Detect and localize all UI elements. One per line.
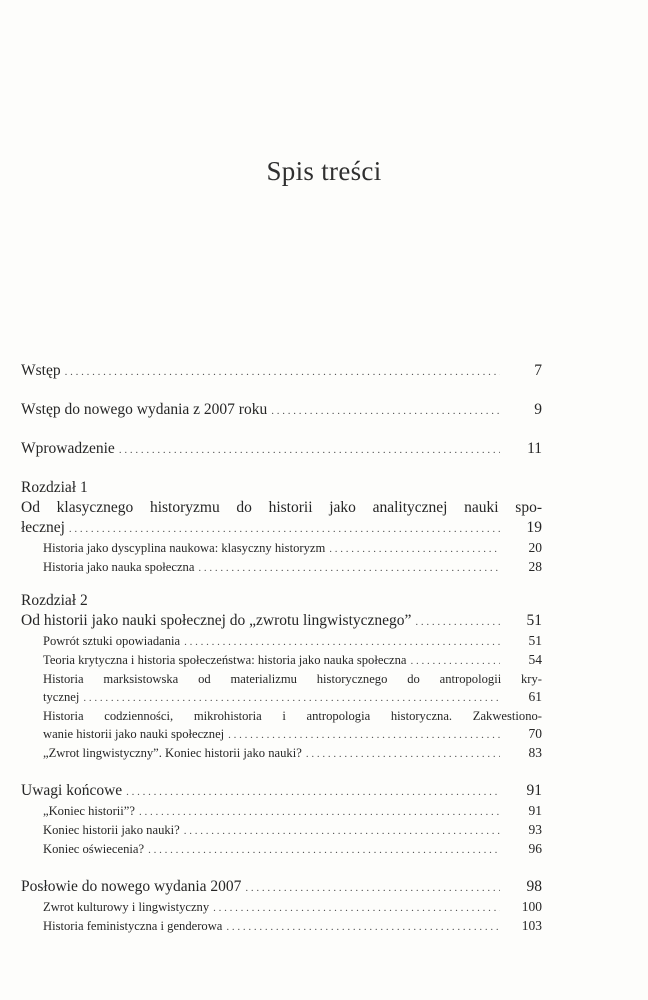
dot-leader — [329, 540, 500, 558]
page-number: 83 — [528, 745, 542, 760]
toc-section[interactable] — [21, 821, 542, 840]
page-number: 20 — [528, 540, 542, 555]
dot-leader — [245, 878, 500, 898]
page-number: 103 — [521, 918, 542, 933]
toc-section[interactable] — [21, 744, 542, 763]
page-number: 70 — [528, 726, 542, 741]
toc-section[interactable] — [21, 840, 542, 859]
toc-entry-label: Od historii jako nauki społecznej do „zwrotu lingwistycznego” — [21, 612, 412, 629]
toc-section[interactable] — [21, 558, 542, 577]
toc-section-label: Historia jako nauka społeczna — [43, 560, 195, 574]
toc-section-line1[interactable]: Historia marksistowska od materializmu historycznego do antropologii kry- — [43, 672, 542, 686]
toc-section-label: Powrót sztuki opowiadania — [43, 634, 181, 648]
dot-leader — [415, 612, 500, 632]
dot-leader — [184, 633, 500, 651]
dot-leader — [69, 519, 500, 539]
toc-section-line1[interactable]: Historia codzienności, mikrohistoria i antropologia historyczna. Zakwestiono- — [43, 709, 542, 723]
dot-leader — [148, 841, 500, 859]
toc-section-label: „Koniec historii”? — [43, 804, 135, 818]
page-number: 100 — [521, 899, 542, 914]
dot-leader — [119, 440, 500, 460]
toc-entry-label: Wstęp — [21, 362, 61, 379]
page-number: 11 — [527, 440, 542, 457]
toc-section[interactable] — [21, 651, 542, 670]
table-of-contents — [21, 361, 542, 936]
dot-leader — [139, 803, 500, 821]
toc-section-label: Historia feministyczna i genderowa — [43, 919, 223, 933]
toc-entry-poslowie[interactable] — [21, 877, 542, 898]
toc-entry-label: łecznej — [21, 519, 65, 536]
chapter-1-title-line1[interactable]: Od klasycznego historyzmu do historii jako analitycznej nauki spo- — [21, 499, 542, 516]
toc-entry-uwagi[interactable] — [21, 781, 542, 802]
page-number: 61 — [528, 689, 542, 704]
dot-leader — [83, 689, 500, 707]
toc-entry-wstep-2007[interactable] — [21, 400, 542, 421]
page-number: 28 — [528, 559, 542, 574]
page-number: 96 — [528, 841, 542, 856]
page-number: 98 — [526, 878, 542, 895]
page-number: 51 — [526, 612, 542, 629]
page-number: 51 — [528, 633, 542, 648]
page-number: 93 — [528, 822, 542, 837]
toc-section-label: wanie historii jako nauki społecznej — [43, 727, 225, 741]
page-title: Spis treści — [266, 156, 382, 186]
page-number: 9 — [534, 401, 542, 418]
toc-section-label: „Zwrot lingwistyczny”. Koniec historii jako nauki? — [43, 746, 302, 760]
dot-leader — [198, 559, 500, 577]
page-number: 19 — [526, 519, 542, 536]
toc-section[interactable] — [21, 632, 542, 651]
chapter-2-title[interactable] — [21, 611, 542, 632]
toc-entry-label: Uwagi końcowe — [21, 782, 123, 799]
dot-leader — [226, 918, 500, 936]
toc-section[interactable] — [21, 539, 542, 558]
toc-entry-label: Wstęp do nowego wydania z 2007 roku — [21, 401, 268, 418]
page-number: 91 — [528, 803, 542, 818]
page-number: 7 — [534, 362, 542, 379]
dot-leader — [184, 822, 500, 840]
dot-leader — [228, 726, 500, 744]
dot-leader — [213, 899, 500, 917]
toc-entry-label: Wprowadzenie — [21, 440, 115, 457]
page-number: 54 — [528, 652, 542, 667]
toc-entry-label: Posłowie do nowego wydania 2007 — [21, 878, 242, 895]
toc-section-label: Koniec oświecenia? — [43, 842, 145, 856]
chapter-2-number: Rozdział 2 — [21, 592, 88, 609]
toc-section[interactable] — [21, 802, 542, 821]
dot-leader — [65, 362, 500, 382]
toc-section-label: Historia jako dyscyplina naukowa: klasyczny historyzm — [43, 541, 326, 555]
toc-section[interactable] — [21, 917, 542, 936]
chapter-1-number: Rozdział 1 — [21, 479, 88, 496]
toc-section[interactable] — [21, 898, 542, 917]
toc-section-label: Teoria krytyczna i historia społeczeństwa: historia jako nauka społeczna — [43, 653, 407, 667]
toc-section[interactable] — [21, 688, 542, 707]
dot-leader — [271, 401, 500, 421]
toc-section-label: Koniec historii jako nauki? — [43, 823, 180, 837]
toc-section-label: tycznej — [43, 690, 80, 704]
dot-leader — [126, 782, 500, 802]
dot-leader — [411, 652, 500, 670]
toc-section-label: Zwrot kulturowy i lingwistyczny — [43, 900, 210, 914]
toc-entry-wprowadzenie[interactable] — [21, 439, 542, 460]
toc-section[interactable] — [21, 725, 542, 744]
dot-leader — [306, 745, 500, 763]
toc-entry-wstep[interactable] — [21, 361, 542, 382]
page-number: 91 — [526, 782, 542, 799]
chapter-1-title-line2[interactable] — [21, 518, 542, 539]
